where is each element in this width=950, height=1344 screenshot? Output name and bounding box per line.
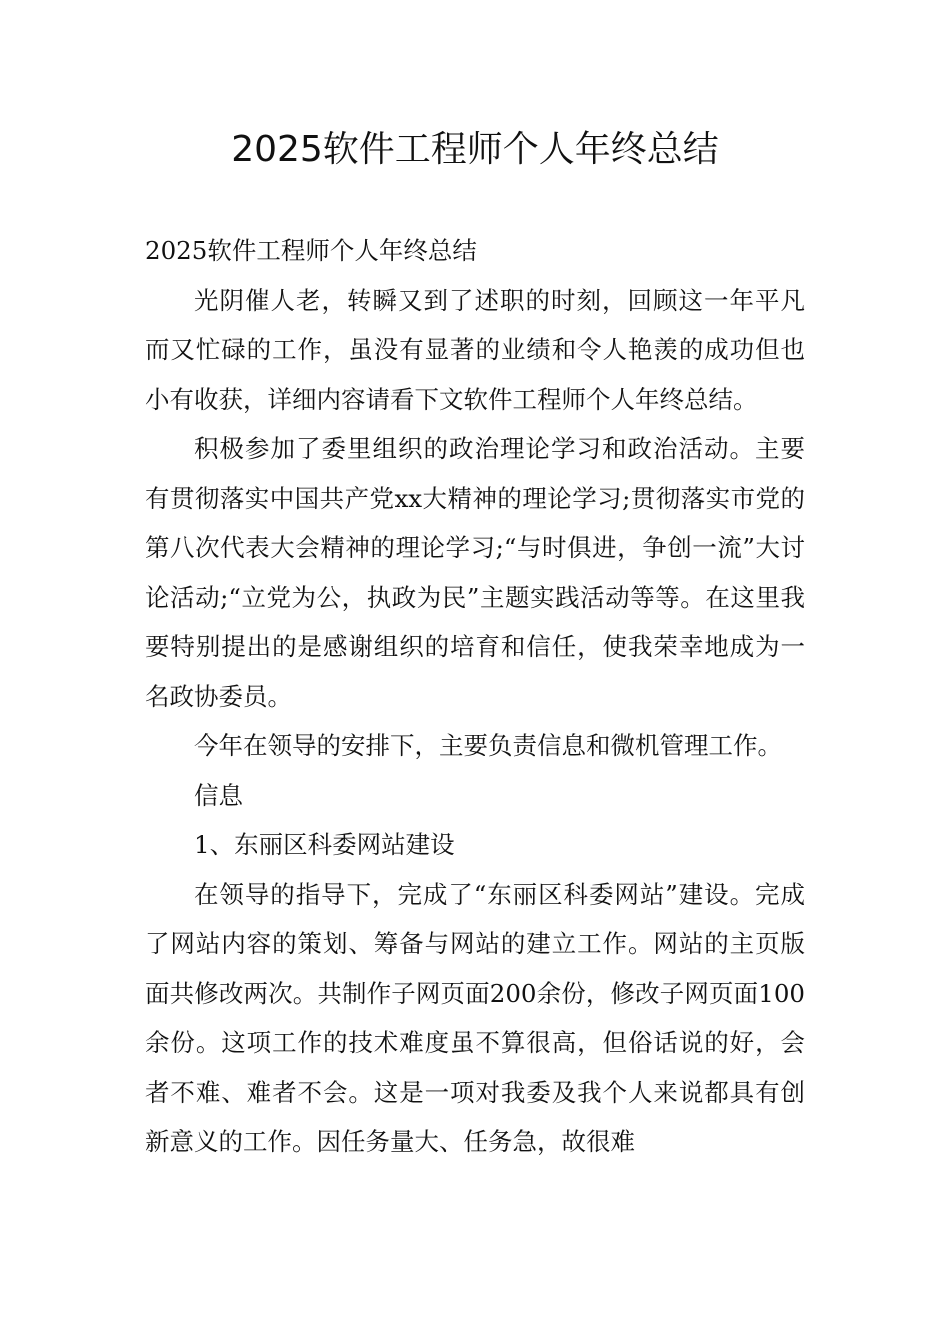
section-heading-info: 信息	[194, 780, 243, 810]
paragraph-intro: 光阴催人老，转瞬又到了述职的时刻，回顾这一年平凡而又忙碌的工作，虽没有显著的业绩和令人艳羡的成功但也小有收获，详细内容请看下文软件工程师个人年终总结。	[145, 285, 805, 414]
document-body	[145, 226, 805, 1167]
paragraph-website-construction: 在领导的指导下，完成了“东丽区科委网站”建设。完成了网站内容的策划、筹备与网站的建立工作。网站的主页版面共修改两次。共制作子网页面200余份，修改子网页面100余份。这项工作的技术难度虽不算很高，但俗话说的好，会者不难、难者不会。这是一项对我委及我个人来说都具有创新意义的工作。因任务量大、任务急，故很难	[145, 879, 805, 1156]
subsection-heading-website: 1、东丽区科委网站建设	[194, 830, 455, 859]
paragraph-political-study: 积极参加了委里组织的政治理论学习和政治活动。主要有贯彻落实中国共产党xx大精神的理论学习;贯彻落实市党的第八次代表大会精神的理论学习;“与时俱进，争创一流”大讨论活动;“立党为公，执政为民”主题实践活动等等。在这里我要特别提出的是感谢组织的培育和信任，使我荣幸地成为一名政协委员。	[145, 434, 805, 711]
document-title: 2025软件工程师个人年终总结	[231, 129, 719, 170]
paragraph-subtitle: 2025软件工程师个人年终总结	[145, 236, 477, 265]
paragraph-responsibilities: 今年在领导的安排下，主要负责信息和微机管理工作。	[194, 731, 782, 760]
